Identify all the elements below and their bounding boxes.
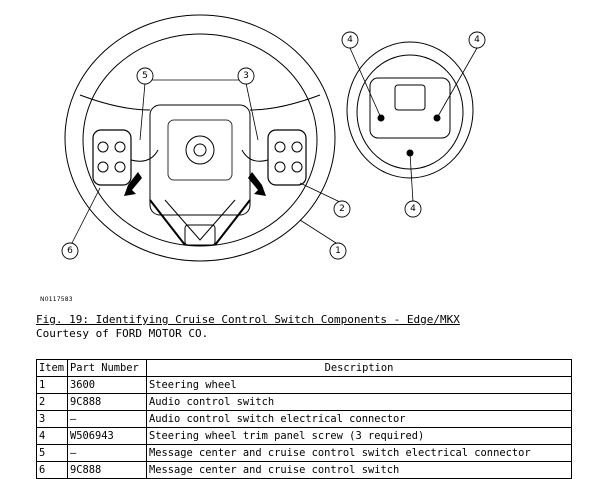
cell-item: 1 <box>37 377 68 394</box>
callout-4b: 4 <box>474 35 480 45</box>
callout-2: 2 <box>339 204 345 214</box>
table-row <box>37 445 572 462</box>
table-row <box>37 411 572 428</box>
cell-item: 3 <box>37 411 68 428</box>
cell-desc: Audio control switch <box>147 394 572 411</box>
cell-part: W506943 <box>68 428 147 445</box>
cell-part: – <box>68 445 147 462</box>
cell-desc: Message center and cruise control switch <box>147 462 572 479</box>
cell-part: 9C888 <box>68 394 147 411</box>
callout-circles <box>62 32 485 259</box>
callout-3: 3 <box>243 71 249 81</box>
cell-desc: Audio control switch electrical connector <box>147 411 572 428</box>
removal-arrows <box>124 172 266 196</box>
cell-part: 3600 <box>68 377 147 394</box>
table-header-row <box>37 360 572 377</box>
caption-title: Fig. 19: Identifying Cruise Control Switch Components - Edge/MKX <box>36 313 460 326</box>
callout-1: 1 <box>335 246 341 256</box>
cell-desc: Steering wheel <box>147 377 572 394</box>
cell-item: 4 <box>37 428 68 445</box>
table-row <box>37 377 572 394</box>
header-part-number: Part Number <box>68 360 147 377</box>
figure-id: N0117583 <box>40 296 73 303</box>
cell-desc: Steering wheel trim panel screw (3 required) <box>147 428 572 445</box>
cell-item: 5 <box>37 445 68 462</box>
cell-part: 9C888 <box>68 462 147 479</box>
parts-table <box>36 359 572 479</box>
callout-5: 5 <box>142 71 148 81</box>
main-steering-wheel <box>65 15 335 261</box>
callout-6: 6 <box>67 246 73 256</box>
cell-item: 2 <box>37 394 68 411</box>
callout-4a: 4 <box>347 35 353 45</box>
cell-part: – <box>68 411 147 428</box>
header-item: Item <box>37 360 68 377</box>
caption-credit: Courtesy of FORD MOTOR CO. <box>36 327 209 340</box>
cell-item: 6 <box>37 462 68 479</box>
header-description: Description <box>147 360 572 377</box>
callout-4c: 4 <box>410 204 416 214</box>
table-row <box>37 462 572 479</box>
table-row <box>37 428 572 445</box>
cell-desc: Message center and cruise control switch electrical connector <box>147 445 572 462</box>
figure-caption <box>36 313 460 341</box>
table-row <box>37 394 572 411</box>
